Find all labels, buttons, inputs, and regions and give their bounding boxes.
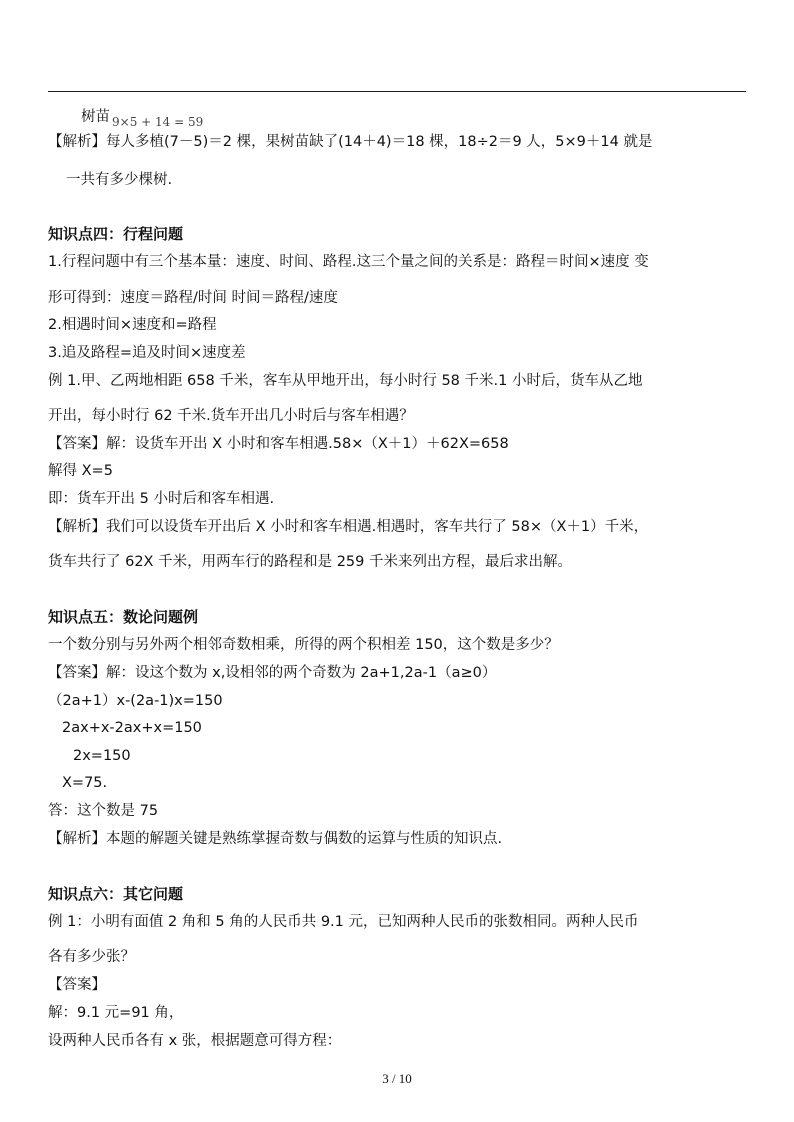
other-example-line-2: 各有多少张？ xyxy=(48,949,135,965)
travel-line-2: 形可得到：速度＝路程/时间 时间＝路程/速度 xyxy=(48,290,338,306)
number-equation-2: 2ax+x-2ax+x=150 xyxy=(62,720,202,736)
analysis-line-2: 一共有多少棵树. xyxy=(66,172,173,188)
travel-analysis-line-2: 货车共行了 62X 千米，用两车行的路程和是 259 千米来列出方程，最后求出解。 xyxy=(48,554,572,570)
travel-answer-line-1: 【答案】解：设货车开出 X 小时和客车相遇.58×（X＋1）＋62X=658 xyxy=(48,436,509,452)
travel-line-1: 1.行程问题中有三个基本量：速度、时间、路程.这三个量之间的关系是：路程＝时间×速度 变 xyxy=(48,254,649,270)
travel-example-line-1: 例 1.甲、乙两地相距 658 千米，客车从甲地开出，每小时行 58 千米.1 小时后，货车从乙地 xyxy=(48,373,643,389)
number-answer-final: 答：这个数是 75 xyxy=(48,803,159,819)
travel-answer-line-3: 即：货车开出 5 小时后和客车相遇. xyxy=(48,491,275,507)
travel-example-line-2: 开出，每小时行 62 千米.货车开出几小时后与客车相遇？ xyxy=(48,408,414,424)
other-example-line-1: 例 1：小明有面值 2 角和 5 角的人民币共 9.1 元，已知两种人民币的张数相同。两种人民币 xyxy=(48,914,639,930)
travel-line-3: 2.相遇时间×速度和=路程 xyxy=(48,317,217,333)
number-equation-4: X=75. xyxy=(62,775,108,791)
seedling-line xyxy=(81,107,203,127)
number-equation-3: 2x=150 xyxy=(73,748,131,764)
number-equation-1: （2a+1）x-(2a-1)x=150 xyxy=(48,693,223,709)
page-number: 3 / 10 xyxy=(382,1071,412,1086)
header-rule xyxy=(48,91,746,92)
analysis-line-1: 【解析】每人多植(7－5)＝2 棵，果树苗缺了(14＋4)＝18 棵，18÷2＝9 人，5×9＋14 就是 xyxy=(48,134,653,150)
seedling-formula: 9×5 + 14 = 59 xyxy=(112,115,204,129)
section-heading-travel: 知识点四：行程问题 xyxy=(48,225,184,243)
other-solution-line-1: 解：9.1 元=91 角， xyxy=(48,1005,184,1021)
section-heading-number-theory: 知识点五：数论问题例 xyxy=(48,608,199,626)
number-analysis: 【解析】本题的解题关键是熟练掌握奇数与偶数的运算与性质的知识点. xyxy=(48,831,503,847)
travel-answer-line-2: 解得 X=5 xyxy=(48,463,113,479)
number-question: 一个数分别与另外两个相邻奇数相乘，所得的两个积相差 150，这个数是多少？ xyxy=(48,637,559,653)
section-heading-other: 知识点六：其它问题 xyxy=(48,885,184,903)
seedling-label: 树苗 xyxy=(81,109,110,125)
other-answer-label: 【答案】 xyxy=(48,977,106,993)
number-answer-line-1: 【答案】解：设这个数为 x,设相邻的两个奇数为 2a+1,2a-1（a≥0） xyxy=(48,665,497,681)
other-solution-line-2: 设两种人民币各有 x 张，根据题意可得方程： xyxy=(48,1033,342,1049)
travel-analysis-line-1: 【解析】我们可以设货车开出后 X 小时和客车相遇.相遇时，客车共行了 58×（X＋1）千米， xyxy=(48,519,649,535)
travel-line-4: 3.追及路程=追及时间×速度差 xyxy=(48,345,246,361)
